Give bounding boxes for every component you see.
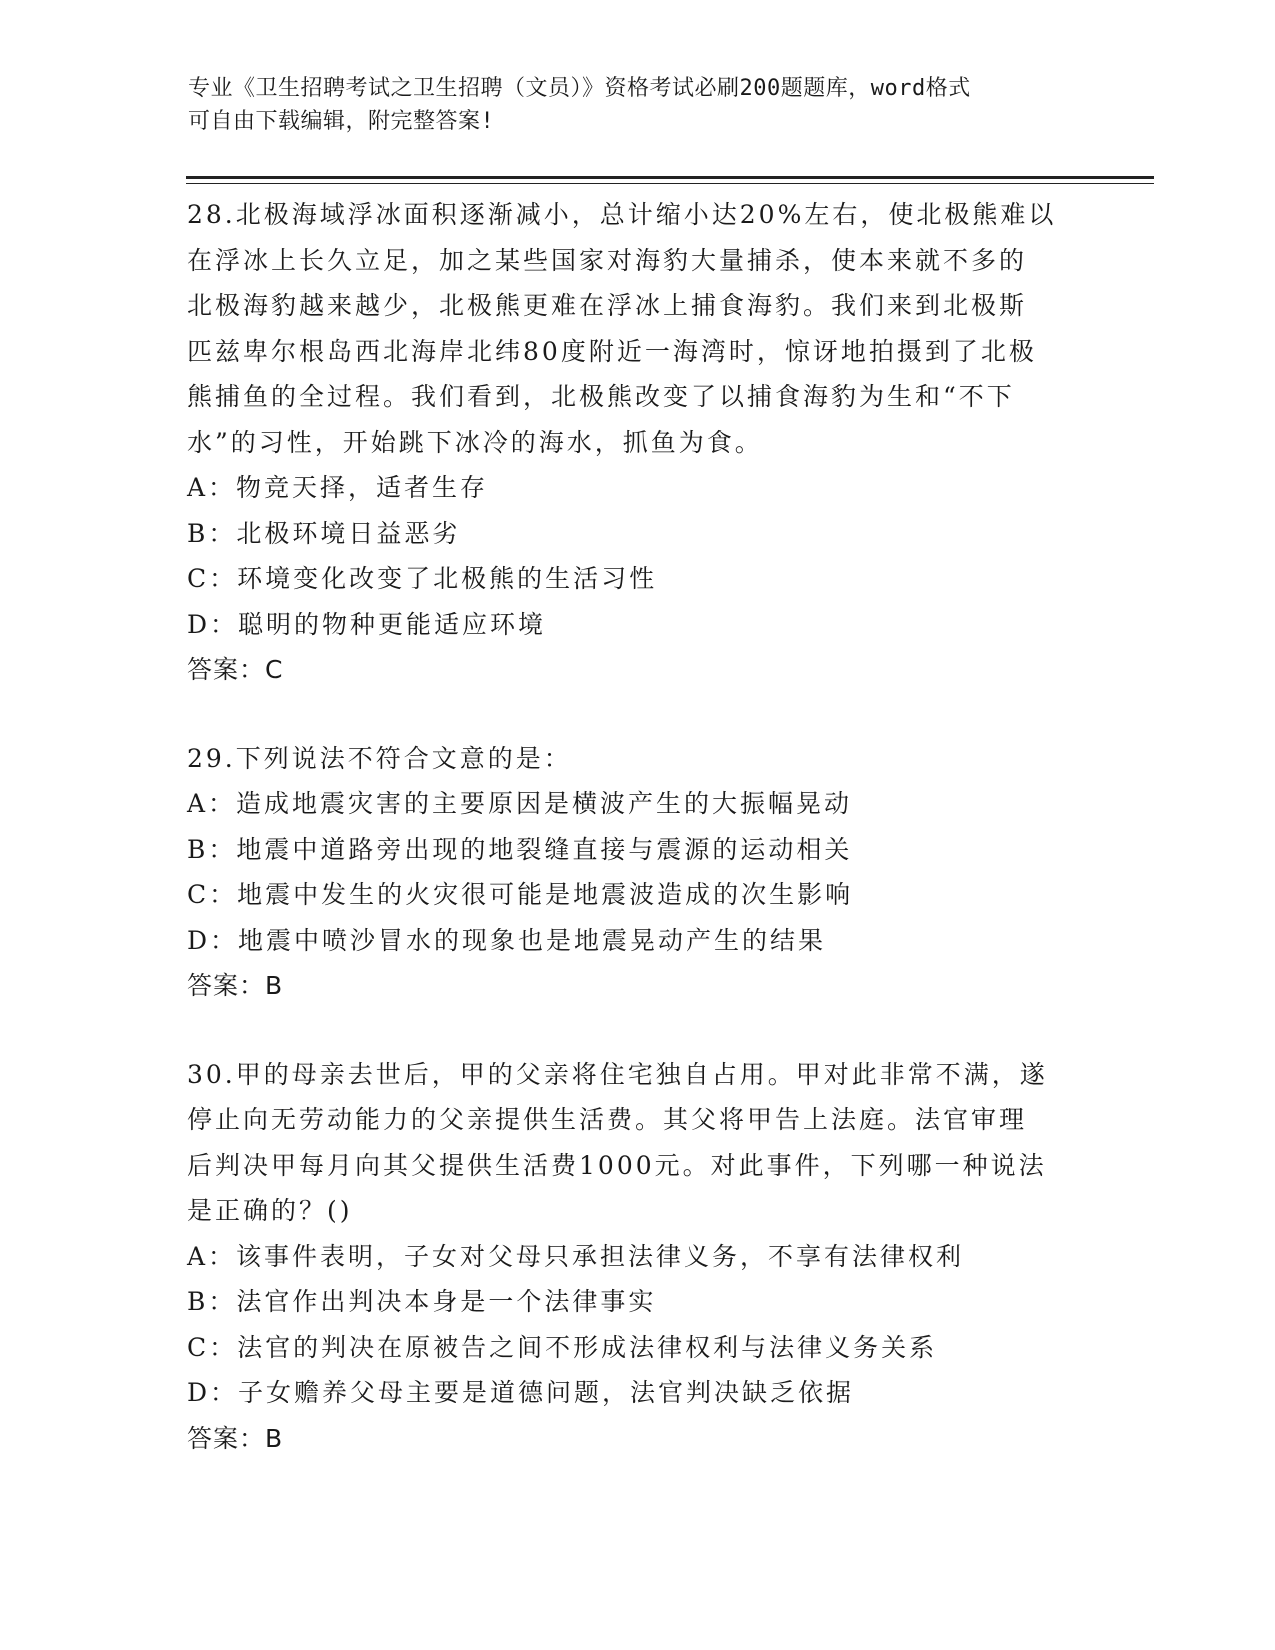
question-text-line: 30.甲的母亲去世后，甲的父亲将住宅独自占用。甲对此非常不满，遂 — [187, 1059, 1048, 1089]
option-b: B：法官作出判决本身是一个法律事实 — [187, 1287, 657, 1316]
header-divider-thin — [186, 183, 1154, 184]
option-c: C：环境变化改变了北极熊的生活习性 — [187, 564, 658, 593]
question-text-line: 水”的习性，开始跳下冰冷的海水，抓鱼为食。 — [187, 427, 763, 457]
question-29 — [187, 736, 1087, 1009]
question-text-line: 在浮冰上长久立足，加之某些国家对海豹大量捕杀，使本来就不多的 — [187, 245, 1028, 275]
question-spacer — [187, 1009, 1087, 1052]
question-text-line: 28.北极海域浮冰面积逐渐减小，总计缩小达20%左右，使北极熊难以 — [187, 200, 1057, 229]
answer-line: 答案：B — [187, 1423, 284, 1453]
header-divider-thick — [186, 176, 1154, 179]
header-title-line-1: 专业《卫生招聘考试之卫生招聘（文员）》资格考试必刷200题题库，word格式 — [188, 76, 971, 101]
answer-line: 答案：B — [187, 971, 284, 1000]
answer-line: 答案：C — [187, 655, 284, 684]
question-spacer — [187, 693, 1087, 736]
option-b: B：北极环境日益恶劣 — [187, 518, 461, 548]
option-c: C：地震中发生的火灾很可能是地震波造成的次生影响 — [187, 880, 854, 909]
question-text-line: 后判决甲每月向其父提供生活费1000元。对此事件，下列哪一种说法 — [187, 1150, 1047, 1180]
option-a: A：该事件表明，子女对父母只承担法律义务，不享有法律权利 — [187, 1241, 965, 1271]
question-28 — [187, 192, 1087, 693]
question-text-line: 29.下列说法不符合文意的是： — [187, 743, 572, 773]
option-a: A：造成地震灾害的主要原因是横波产生的大振幅晃动 — [187, 789, 853, 818]
option-d: D：聪明的物种更能适应环境 — [187, 609, 547, 639]
question-text-line: 北极海豹越来越少，北极熊更难在浮冰上捕食海豹。我们来到北极斯 — [187, 291, 1028, 320]
document-header — [188, 72, 1088, 138]
question-text-line: 熊捕鱼的全过程。我们看到，北极熊改变了以捕食海豹为生和“不下 — [187, 382, 1015, 411]
option-d: D：地震中喷沙冒水的现象也是地震晃动产生的结果 — [187, 925, 827, 955]
question-text-line: 停止向无劳动能力的父亲提供生活费。其父将甲告上法庭。法官审理 — [187, 1105, 1028, 1134]
question-list — [187, 192, 1087, 1461]
option-c: C：法官的判决在原被告之间不形成法律权利与法律义务关系 — [187, 1332, 938, 1362]
question-text-line: 匹兹卑尔根岛西北海岸北纬80度附近一海湾时，惊讶地拍摄到了北极 — [187, 336, 1037, 366]
option-b: B：地震中道路旁出现的地裂缝直接与震源的运动相关 — [187, 834, 853, 864]
question-30 — [187, 1052, 1087, 1462]
question-text-line: 是正确的？() — [187, 1196, 353, 1225]
option-a: A：物竞天择，适者生存 — [187, 473, 489, 502]
option-d: D：子女赡养父母主要是道德问题，法官判决缺乏依据 — [187, 1378, 855, 1407]
header-title-line-2: 可自由下载编辑，附完整答案! — [188, 109, 495, 134]
